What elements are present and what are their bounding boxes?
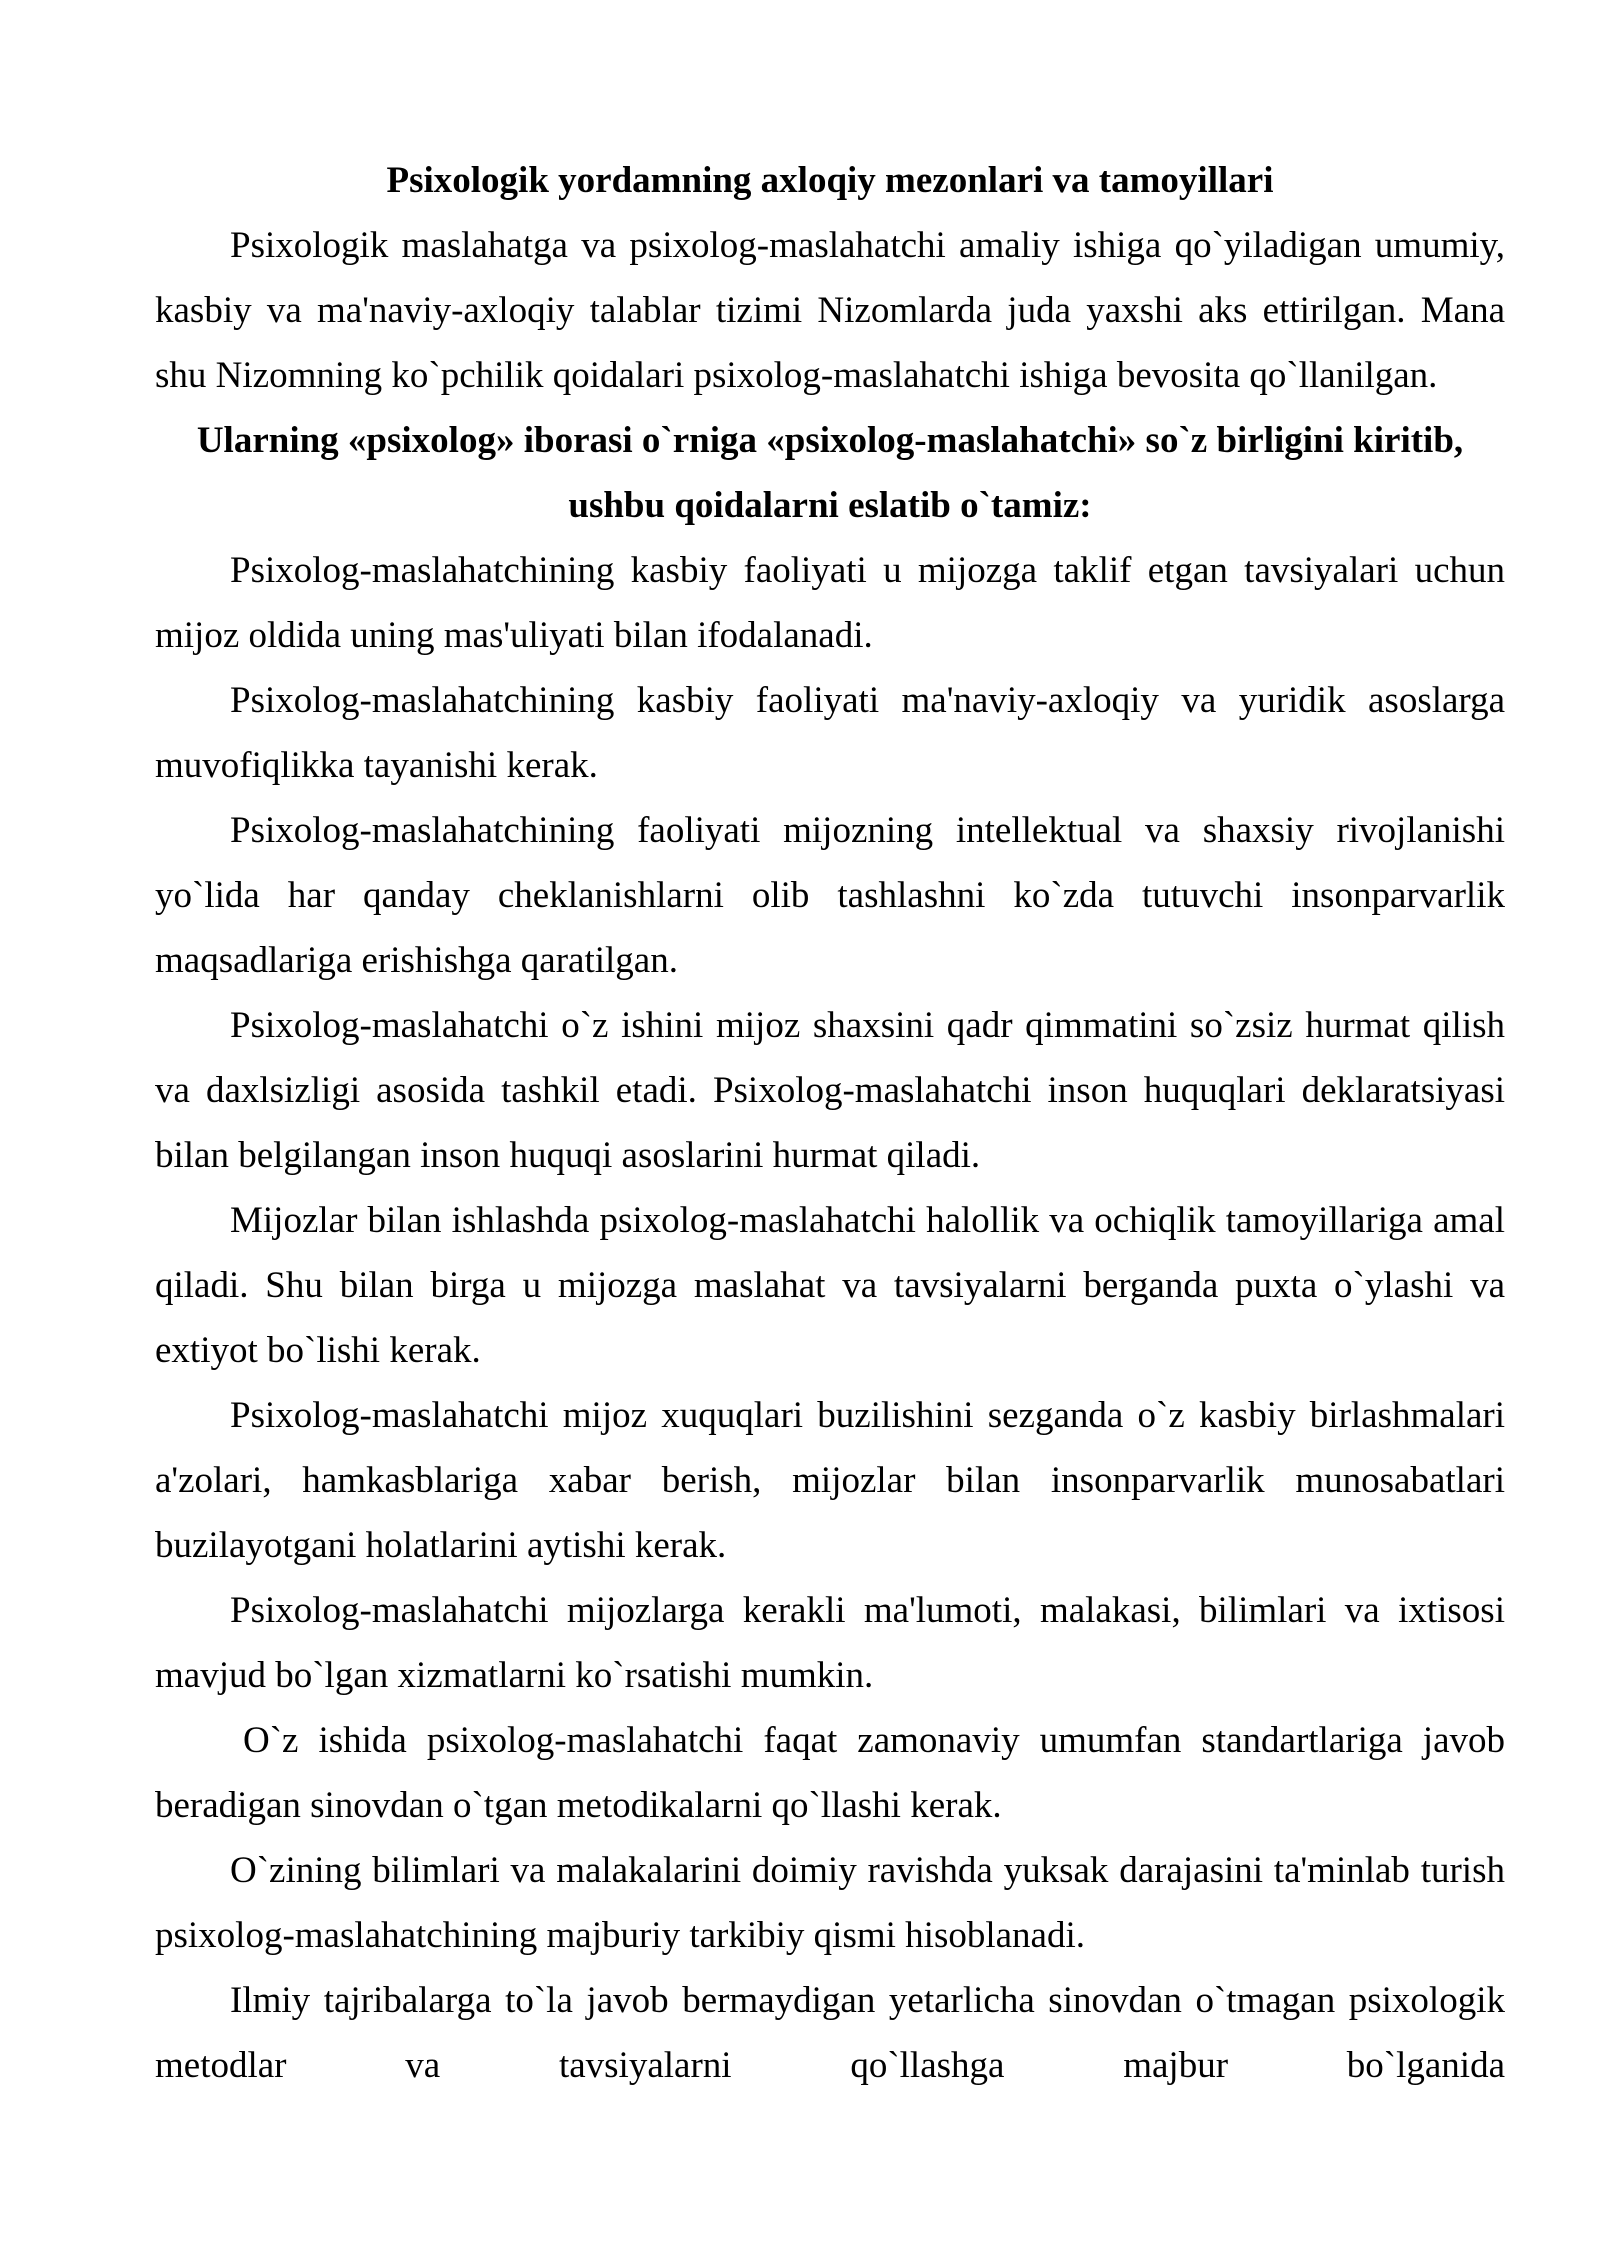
paragraph-9: O`zining bilimlari va malakalarini doimiy ravishda yuksak darajasini ta'minlab turish psixolog-maslahatchining majburiy tarkibiy qismi hisoblanadi.: [155, 1850, 1505, 1956]
paragraph-3: Psixolog-maslahatchining faoliyati mijozning intellektual va shaxsiy rivojlanishi yo`lida har qanday cheklanishlarni olib tashlashni ko`zda tutuvchi insonparvarlik maqsadlariga erishishga qaratilgan.: [155, 810, 1505, 981]
paragraph-10: Ilmiy tajribalarga to`la javob bermaydigan yetarlicha sinovdan o`tmagan psixologik metodlar va tavsiyalarni qo`llashga majbur bo`lganida: [155, 1980, 1505, 2086]
paragraph-7: Psixolog-maslahatchi mijozlarga kerakli ma'lumoti, malakasi, bilimlari va ixtisosi mavjud bo`lgan xizmatlarni ko`rsatishi mumkin.: [155, 1590, 1505, 1696]
paragraph-5: Mijozlar bilan ishlashda psixolog-maslahatchi halollik va ochiqlik tamoyillariga amal qiladi. Shu bilan birga u mijozga maslahat va tavsiyalarni berganda puxta o`ylashi va extiyot bo`lishi kerak.: [155, 1200, 1505, 1371]
paragraph-6: Psixolog-maslahatchi mijoz xuquqlari buzilishini sezganda o`z kasbiy birlashmalari a'zolari, hamkasblariga xabar berish, mijozlar bilan insonparvarlik munosabatlari buzilayotgani holatlarini aytishi kerak.: [155, 1395, 1505, 1566]
paragraph-2: Psixolog-maslahatchining kasbiy faoliyati ma'naviy-axloqiy va yuridik asoslarga muvofiqlikka tayanishi kerak.: [155, 680, 1505, 786]
intro-paragraph: Psixologik maslahatga va psixolog-maslahatchi amaliy ishiga qo`yiladigan umumiy, kasbiy va ma'naviy-axloqiy talablar tizimi Nizomlarda juda yaxshi aks ettirilgan. Mana shu Nizomning ko`pchilik qoidalari psixolog-maslahatchi ishiga bevosita qo`llanilgan.: [155, 225, 1505, 396]
paragraph-8: O`z ishida psixolog-maslahatchi faqat zamonaviy umumfan standartlariga javob beradigan sinovdan o`tgan metodikalarni qo`llashi kerak.: [155, 1720, 1505, 1826]
paragraph-4: Psixolog-maslahatchi o`z ishini mijoz shaxsini qadr qimmatini so`zsiz hurmat qilish va daxlsizligi asosida tashkil etadi. Psixolog-maslahatchi inson huquqlari deklaratsiyasi bilan belgilangan inson huquqi asoslarini hurmat qiladi.: [155, 1005, 1505, 1176]
section-subtitle-line-1: Ularning «psixolog» iborasi o`rniga «psixolog-maslahatchi» so`z birligini kiritib,: [196, 420, 1464, 461]
section-subtitle-line-2: ushbu qoidalarni eslatib o`tamiz:: [568, 485, 1092, 526]
document-title: Psixologik yordamning axloqiy mezonlari va tamoyillari: [386, 160, 1274, 201]
paragraph-1: Psixolog-maslahatchining kasbiy faoliyati u mijozga taklif etgan tavsiyalari uchun mijoz oldida uning mas'uliyati bilan ifodalanadi.: [155, 550, 1505, 656]
